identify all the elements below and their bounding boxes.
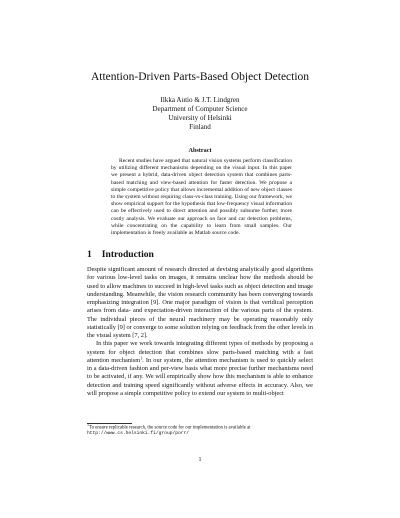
- footnote-mark: 1: [87, 422, 89, 427]
- section-number: 1: [87, 249, 92, 260]
- footnote-url: http://www.cs.helsinki.fi/group/porr/: [87, 431, 189, 437]
- authors: Ilkka Autio & J.T. Lindgren: [160, 96, 240, 104]
- paragraph-2-part-b: . In our system, the attention mechanism is used to quickly select in a data-driven fashion and per-view basis what more precise further mechanisms need to be activated, if any. We will empirically show how this mechanism is able to enhance detection and training speed significantly without adverse effects in accuracy. Also, we will propose a simple competitive policy to extend our system to multi-object: [87, 356, 313, 397]
- department: Department of Computer Science: [152, 105, 248, 113]
- footnote-rule: [87, 423, 132, 424]
- paper-title: Attention-Driven Parts-Based Object Detection: [90, 71, 310, 83]
- footnote-ref: 1: [140, 355, 143, 361]
- footnote: [87, 422, 313, 437]
- abstract-heading: Abstract: [188, 147, 212, 154]
- paragraph-2: [87, 340, 313, 398]
- university: University of Helsinki: [168, 114, 232, 122]
- section-title: Introduction: [101, 249, 154, 260]
- paragraph-2-part-a: In this paper we work towards integrating different types of methods by proposing a system for object detection that combines slow parts-based matching with a fast attention mechanism: [87, 340, 313, 364]
- footnote-text: To ensure replicable research, the source code for our implementation is available at: [89, 425, 251, 431]
- author-block: [0, 96, 400, 132]
- country: Finland: [189, 123, 211, 131]
- abstract-text: Recent studies have argued that natural vision systems perform classification by utilizing different mechanisms depending on the visual input. In this paper we present a hybrid, data-driven object detection system that combines parts-based matching and view-based attention for faster detection. We propose a simple competitive policy that allows incremental addition of new object classes to the system without requiring class-vs-class training. Using our framework, we show empirical support for the hypothesis that low-frequency visual information can be effectively used to direct attention and possibly subsume further, more costly analysis. We evaluate our approach on face and car detection problems, while concentrating on the capability to learn from small samples. Our implementation is freely available as Matlab source code.: [111, 158, 292, 237]
- body-text: [87, 266, 313, 398]
- page-number: 1: [198, 457, 202, 463]
- section-heading: [87, 249, 154, 260]
- paragraph-1: Despite significant amount of research directed at devising analytically good algorithms for various low-level tasks on images, it remains unclear how the methods should be used to allow machines to succeed in high-level tasks such as object detection and image understanding. Meanwhile, the vision research community has been converging towards emphasizing integration [9]. One major paradigm of vision is that veridical perception arises from data- and expectation-driven interaction of the various parts of the system. The individual pieces of the neural machinery may be operating reasonably only statistically [9] or converge to some solution relying on feedback from the other levels in the visual system [7, 2].: [87, 266, 313, 339]
